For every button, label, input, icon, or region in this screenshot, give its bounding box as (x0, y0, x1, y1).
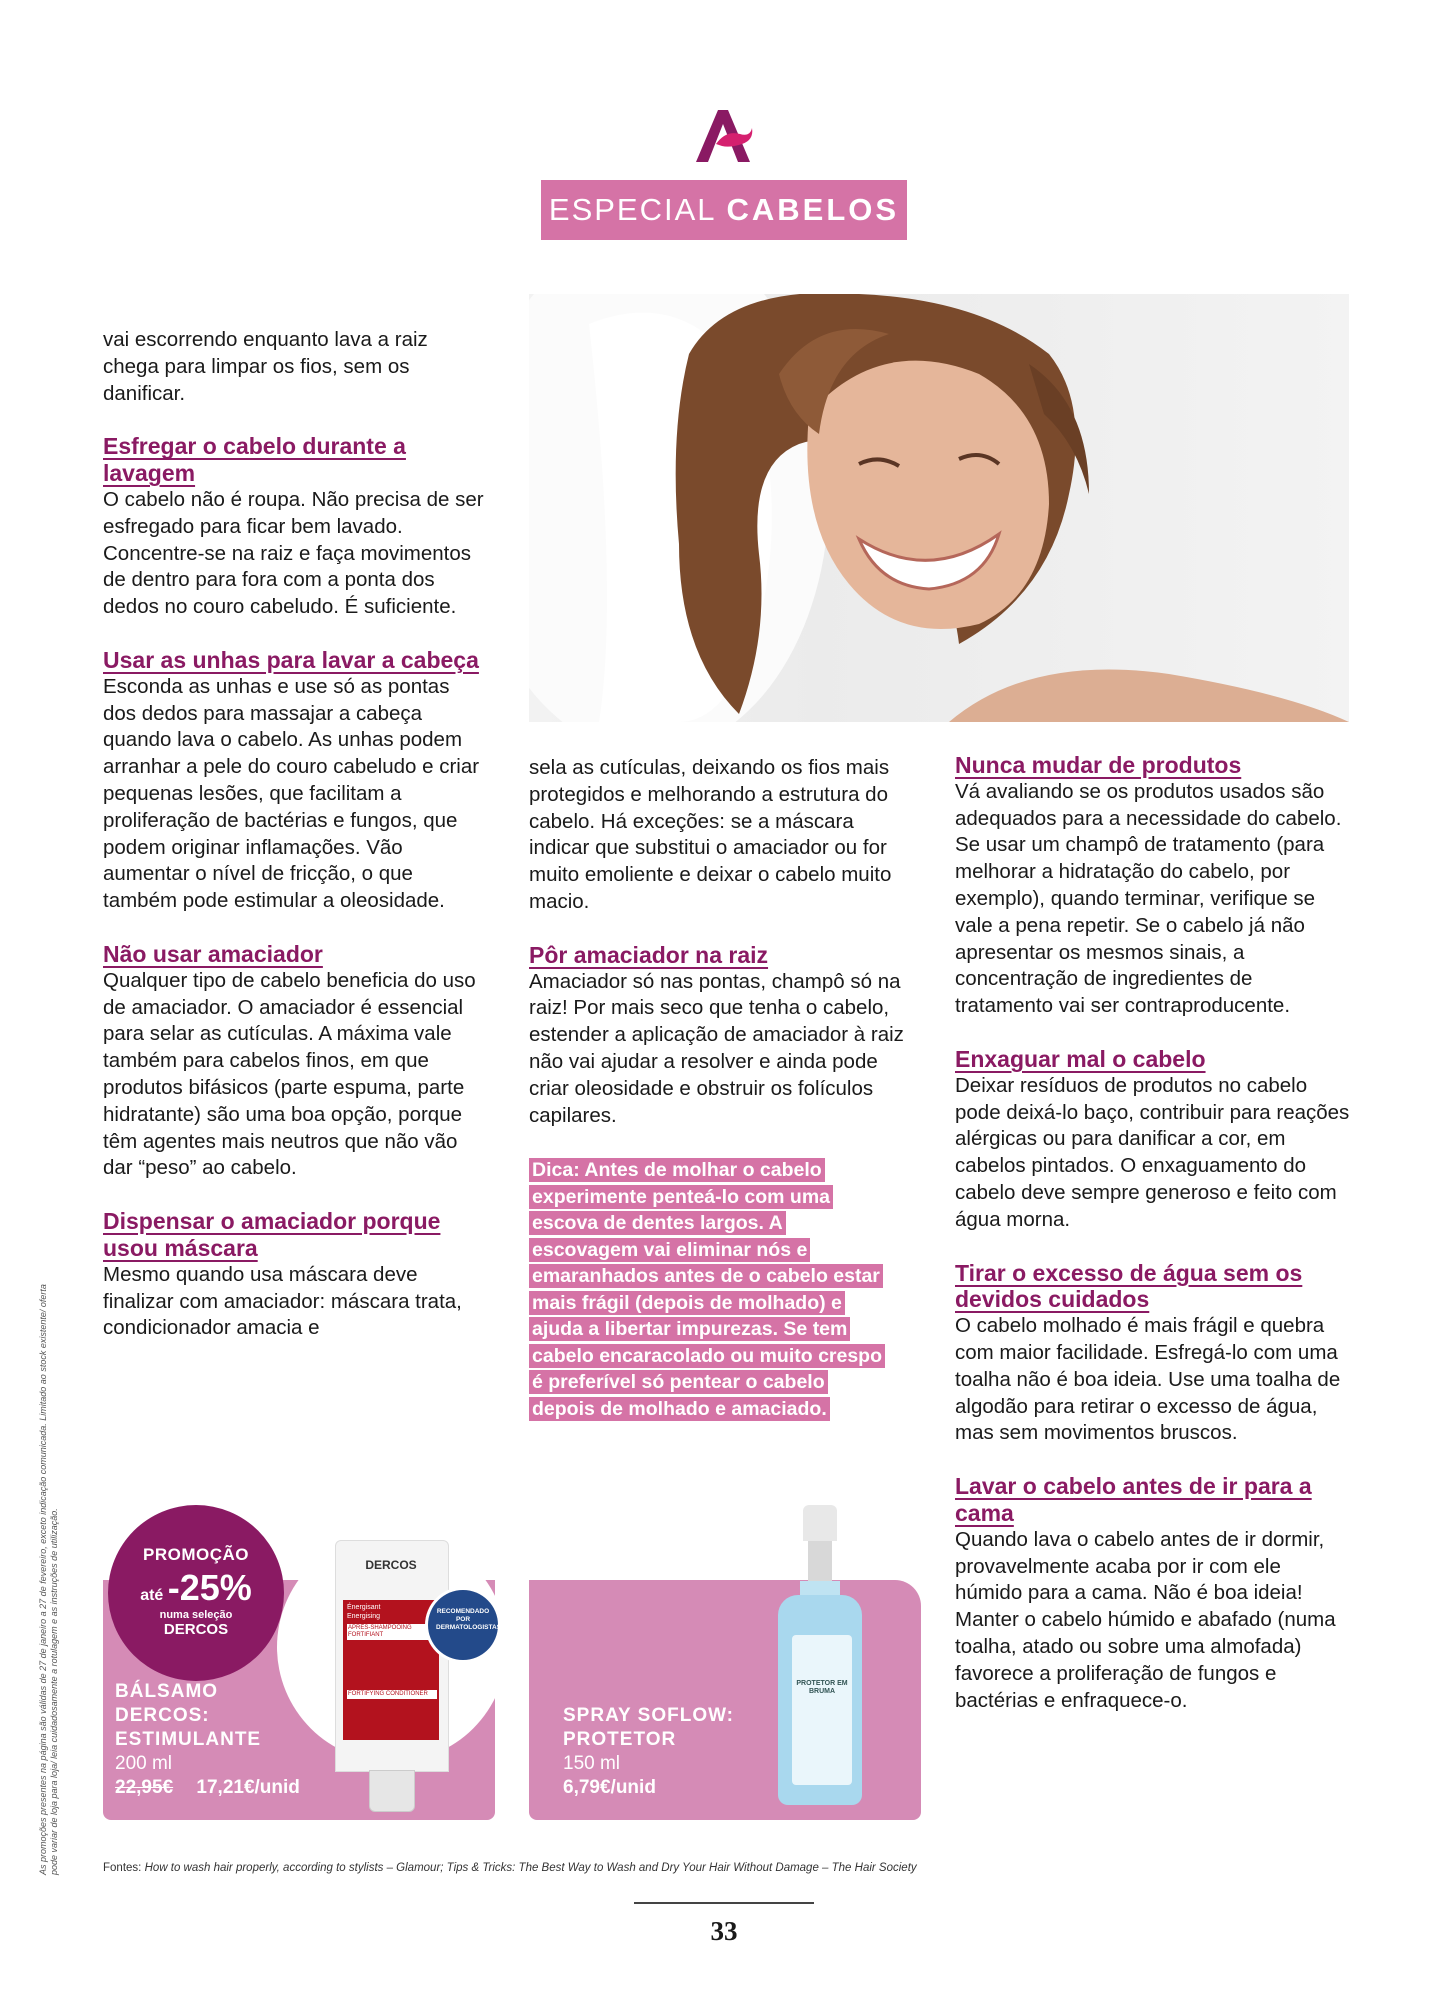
section-title: Não usar amaciador (103, 940, 323, 967)
badge-sub: numa seleção (159, 1609, 233, 1621)
product2-info (563, 1704, 734, 1800)
product-name: SPRAY SOFLOW: (563, 1705, 735, 1726)
column-left (103, 327, 488, 1368)
old-price: 22,95€ (115, 1777, 174, 1798)
sources-label: Fontes: (103, 1862, 142, 1874)
product-price: 17,21€/unid (196, 1777, 300, 1798)
section-title: Lavar o cabelo antes de ir para a cama (955, 1473, 1312, 1526)
section-title: Nunca mudar de produtos (955, 752, 1242, 778)
page-number: 33 (710, 1916, 738, 1946)
sources-line (103, 1862, 917, 1874)
bottle-label: APRÈS-SHAMPOOING FORTIFIANT (347, 1624, 437, 1640)
intro-text: vai escorrendo enquanto lava a raiz chega para limpar os fios, sem os danificar. (103, 328, 428, 405)
product-name: PROTETOR (563, 1729, 677, 1750)
product-size: 200 ml (115, 1753, 173, 1774)
bottle-label: Energising (347, 1613, 381, 1620)
bottle-brand: DERCOS (365, 1558, 417, 1572)
section-body: Esconda as unhas e use só as pontas dos dedos para massajar a cabeça quando lava o cabelo. As unhas podem arranhar a pele do couro cabeludo e criar pequenas lesões, que facilitam a proliferação de bactérias e fungos, que podem originar inflamações. Vão aumentar o nível de fricção, o que também pode estimular a oleosidade. (103, 674, 480, 913)
bottle-label: PROTETOR EM BRUMA (796, 1680, 848, 1695)
column-right (955, 752, 1350, 1740)
section-title: Tirar o excesso de água sem os devidos cuidados (955, 1259, 1303, 1313)
product1-info (115, 1680, 300, 1800)
woman-photo (529, 294, 1349, 722)
woman-illustration (529, 294, 1349, 722)
section-body: O cabelo molhado é mais frágil e quebra com maior facilidade. Esfregá-lo com uma toalha não é boa ideia. Use uma toalha de algodão para retirar o excesso de água, mas sem movimentos bruscos. (955, 1314, 1341, 1445)
sources-text: How to wash hair properly, according to stylists – Glamour; Tips & Tricks: The Best Way to Wash and Dry Your Hair Without Damage – The Hair Society (144, 1862, 917, 1874)
tip-text: Dica: Antes de molhar o cabelo experimente penteá-lo com uma escova de dentes largos. A escovagem vai eliminar nós e emaranhados antes de o cabelo estar mais frágil (depois de molhado) e ajuda a libertar impurezas. Se tem cabelo encaracolado ou muito crespo é preferível só pentear o cabelo depois de molhado e amaciado. (529, 1158, 885, 1421)
badge-ate: até (140, 1587, 164, 1604)
section-title: Dispensar o amaciador porque usou máscara (103, 1208, 441, 1261)
section-title: Esfregar o cabelo durante a lavagem (103, 433, 406, 487)
dermatologist-seal (428, 1590, 501, 1660)
dercos-bottle (335, 1540, 447, 1810)
bottle-label: FORTIFYING CONDITIONER (347, 1690, 437, 1699)
page-divider (634, 1902, 814, 1904)
section-body: Mesmo quando usa máscara deve finalizar com amaciador: máscara trata, condicionador amacia e (103, 1262, 462, 1340)
section-body: Vá avaliando se os produtos usados são adequados para a necessidade do cabelo. Se usar um champô de tratamento (para melhorar a hidratação do cabelo, por exemplo), quando terminar, verifique se vale a pena repetir. Se o cabelo já não apresentar os mesmos sinais, a concentração de ingredientes de tratamento vai ser contraproducente. (955, 779, 1342, 1018)
product-name: ESTIMULANTE (115, 1729, 262, 1750)
product-name: DERCOS: (115, 1705, 210, 1726)
section-header (541, 180, 907, 240)
product-price: 6,79€/unid (563, 1777, 656, 1798)
section-title: Enxaguar mal o cabelo (955, 1045, 1206, 1072)
brand-logo-icon (692, 104, 756, 164)
intro-text: sela as cutículas, deixando os fios mais protegidos e melhorando a estrutura do cabelo. Há exceções: se a máscara indicar que substitui o amaciador ou for muito emoliente e deixar o cabelo muito macio. (529, 756, 892, 913)
section-title: Pôr amaciador na raiz (529, 941, 769, 968)
header-bold: CABELOS (726, 192, 900, 227)
legal-disclaimer: As promoções presentes na página são válidas de 27 de janeiro a 27 de fevereiro, exceto indicação comunicada. Limitado ao stock existente/ oferta pode variar de loja para loja/ leia cuidadosamente a rotulagem e as instruções de utilização. (38, 1284, 59, 1875)
section-body: Deixar resíduos de produtos no cabelo pode deixá-lo baço, contribuir para reações alérgicas ou para danificar a cor, em cabelos pintados. O enxaguamento do cabelo deve sempre generoso e feito com água morna. (955, 1073, 1350, 1231)
soflow-bottle (770, 1505, 870, 1805)
badge-brand: DERCOS (163, 1621, 229, 1638)
badge-label: PROMOÇÃO (143, 1545, 249, 1564)
promo-badge (108, 1505, 284, 1681)
product-name: BÁLSAMO (115, 1681, 219, 1702)
bottle-label: Énergisant (347, 1604, 381, 1611)
section-body: O cabelo não é roupa. Não precisa de ser esfregado para ficar bem lavado. Concentre-se na raiz e faça movimentos de dentro para fora com a ponta dos dedos no couro cabeludo. É suficiente. (103, 487, 484, 619)
section-title: Usar as unhas para lavar a cabeça (103, 646, 479, 673)
section-body: Qualquer tipo de cabelo beneficia do uso de amaciador. O amaciador é essencial para selar as cutículas. A máxima vale também para cabelos finos, em que produtos bifásicos (parte espuma, parte hidratante) são uma boa opção, porque têm agentes mais neutros que não vão dar “peso” ao cabelo. (103, 968, 476, 1180)
badge-percent: -25% (167, 1567, 252, 1608)
section-body: Quando lava o cabelo antes de ir dormir, provavelmente acaba por ir com ele húmido para a cama. Não é boa ideia! Manter o cabelo húmido e abafado (numa toalha, atado ou sobre uma almofada) favorece a proliferação de fungos e bactérias e enfraquece-o. (955, 1527, 1336, 1712)
column-middle (529, 755, 919, 1155)
header-light: ESPECIAL (548, 192, 717, 227)
tip-box (529, 1157, 889, 1422)
section-body: Amaciador só nas pontas, champô só na raiz! Por mais seco que tenha o cabelo, estender a aplicação de amaciador à raiz não vai ajudar a resolver e ainda pode criar oleosidade e obstruir os folículos capilares. (529, 969, 904, 1127)
seal-text: RECOMENDADO POR DERMATOLOGISTAS (436, 1608, 501, 1631)
product-size: 150 ml (563, 1753, 621, 1774)
